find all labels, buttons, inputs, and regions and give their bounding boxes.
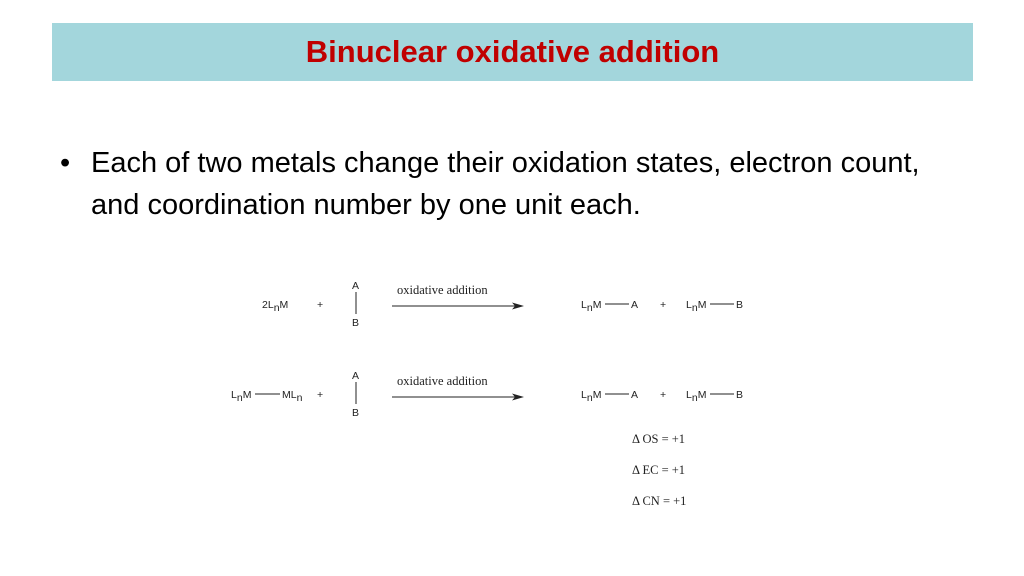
plus-sign: + xyxy=(317,389,324,401)
product-lnm-b: LnM xyxy=(686,389,707,404)
arrow-label: oxidative addition xyxy=(397,283,488,297)
atom-a: A xyxy=(352,370,360,382)
product-lnm-b: LnM xyxy=(686,299,707,314)
atom-a: A xyxy=(352,280,360,292)
bullet-text: Each of two metals change their oxidation states, electron count, and coordination number by one unit each. xyxy=(91,147,920,221)
delta-ec: Δ EC = +1 xyxy=(632,463,686,477)
reactant-2lnm: 2LnM xyxy=(262,299,289,314)
product-atom-a: A xyxy=(631,299,639,311)
product-lnm-a: LnM xyxy=(581,299,602,314)
plus-sign: + xyxy=(660,389,667,401)
product-atom-a: A xyxy=(631,389,639,401)
bullet-dot: • xyxy=(60,147,71,179)
product-atom-b: B xyxy=(736,299,744,311)
reaction-2 xyxy=(231,370,743,419)
plus-sign: + xyxy=(660,299,667,311)
product-atom-b: B xyxy=(736,389,744,401)
delta-cn: Δ CN = +1 xyxy=(632,494,687,508)
reactant-lnm-left: LnM xyxy=(231,389,252,404)
plus-sign: + xyxy=(317,299,324,311)
atom-b: B xyxy=(352,317,360,329)
atom-b: B xyxy=(352,407,360,419)
product-lnm-a: LnM xyxy=(581,389,602,404)
arrow-label: oxidative addition xyxy=(397,374,488,388)
slide-title: Binuclear oxidative addition xyxy=(305,34,720,69)
reaction-1 xyxy=(262,280,743,329)
reactant-mln-right: MLn xyxy=(282,389,303,404)
delta-os: Δ OS = +1 xyxy=(632,432,686,446)
